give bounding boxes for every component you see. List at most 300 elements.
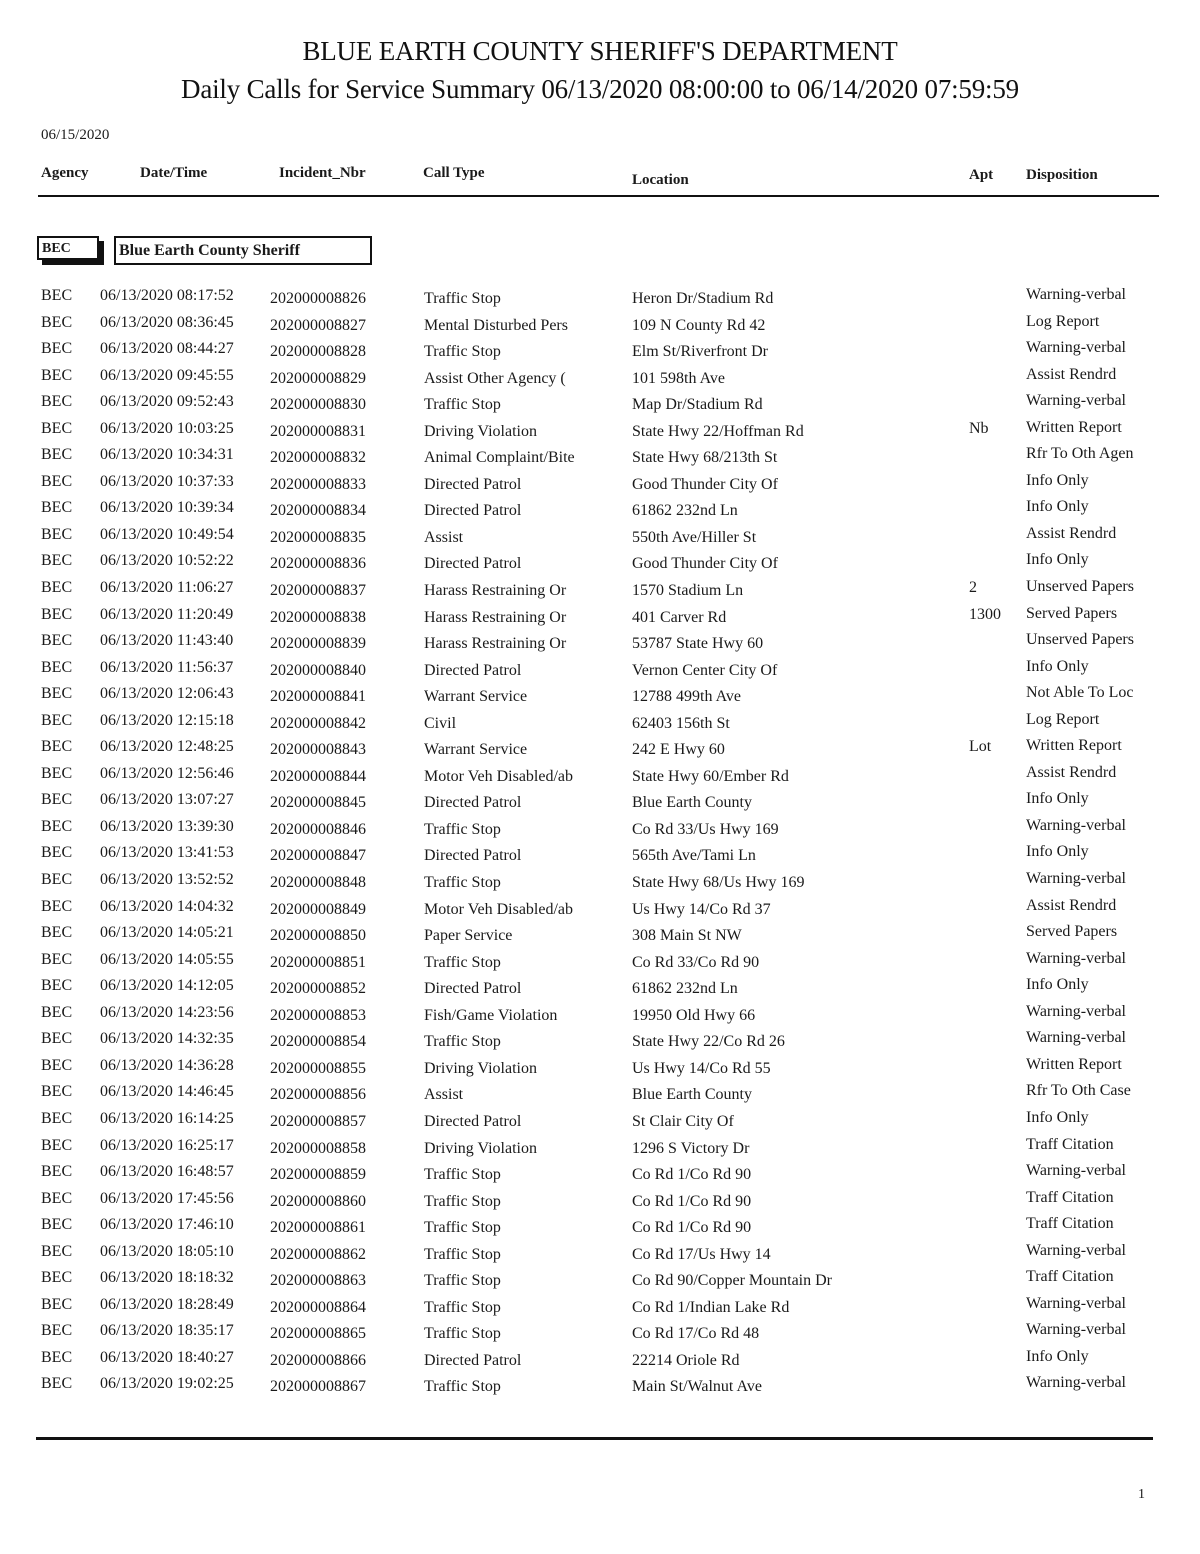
table-row (0, 446, 1200, 473)
cell-location: Good Thunder City Of (632, 555, 778, 573)
cell-disposition: Warning-verbal (1026, 1162, 1126, 1180)
table-row (0, 1269, 1200, 1296)
cell-agency: BEC (41, 924, 73, 942)
cell-call-type: Harass Restraining Or (424, 608, 567, 626)
cell-datetime: 06/13/2020 10:34:31 (100, 446, 234, 464)
cell-location: Main St/Walnut Ave (632, 1378, 762, 1396)
cell-datetime: 06/13/2020 08:36:45 (100, 313, 234, 331)
cell-disposition: Warning-verbal (1026, 392, 1126, 410)
table-row (0, 579, 1200, 606)
cell-incident-number: 202000008839 (270, 635, 366, 653)
cell-location: 62403 156th St (632, 714, 730, 732)
table-row (0, 924, 1200, 951)
cell-disposition: Traff Citation (1026, 1215, 1114, 1233)
cell-disposition: Info Only (1026, 1108, 1089, 1126)
cell-datetime: 06/13/2020 18:05:10 (100, 1242, 234, 1260)
cell-disposition: Traff Citation (1026, 1188, 1114, 1206)
header-divider (38, 195, 1159, 197)
cell-call-type: Traffic Stop (424, 1219, 501, 1237)
cell-agency: BEC (41, 1136, 73, 1154)
cell-apt: Nb (969, 419, 989, 437)
cell-disposition: Rfr To Oth Case (1026, 1082, 1131, 1100)
table-row (0, 1322, 1200, 1349)
cell-call-type: Traffic Stop (424, 1033, 501, 1051)
cell-disposition: Warning-verbal (1026, 1002, 1126, 1020)
cell-datetime: 06/13/2020 14:32:35 (100, 1030, 234, 1048)
cell-location: 1296 S Victory Dr (632, 1139, 750, 1157)
cell-datetime: 06/13/2020 11:56:37 (100, 658, 234, 676)
cell-disposition: Traff Citation (1026, 1135, 1114, 1153)
table-row (0, 977, 1200, 1004)
cell-agency: BEC (41, 764, 73, 782)
cell-call-type: Mental Disturbed Pers (424, 316, 568, 334)
cell-location: 109 N County Rd 42 (632, 316, 766, 334)
cell-disposition: Rfr To Oth Agen (1026, 445, 1134, 463)
table-row (0, 1296, 1200, 1323)
cell-call-type: Traffic Stop (424, 396, 501, 414)
table-row (0, 1216, 1200, 1243)
cell-location: Co Rd 1/Co Rd 90 (632, 1166, 752, 1184)
table-row (0, 712, 1200, 739)
cell-incident-number: 202000008855 (270, 1059, 366, 1077)
cell-apt: Lot (969, 738, 992, 756)
cell-location: State Hwy 68/Us Hwy 169 (632, 874, 805, 892)
cell-datetime: 06/13/2020 11:06:27 (100, 579, 234, 597)
cell-call-type: Driving Violation (424, 1059, 537, 1077)
table-row (0, 791, 1200, 818)
cell-disposition: Served Papers (1026, 923, 1118, 941)
table-row (0, 685, 1200, 712)
cell-incident-number: 202000008863 (270, 1272, 366, 1290)
column-header-call-type: Call Type (423, 165, 485, 181)
cell-call-type: Directed Patrol (424, 847, 522, 865)
cell-disposition: Warning-verbal (1026, 339, 1126, 357)
cell-datetime: 06/13/2020 14:36:28 (100, 1056, 234, 1074)
cell-datetime: 06/13/2020 16:48:57 (100, 1163, 234, 1181)
column-header-agency: Agency (41, 165, 89, 181)
cell-incident-number: 202000008841 (270, 688, 366, 706)
cell-incident-number: 202000008837 (270, 582, 366, 600)
cell-datetime: 06/13/2020 18:40:27 (100, 1348, 234, 1366)
cell-incident-number: 202000008858 (270, 1139, 366, 1157)
cell-agency: BEC (41, 1375, 73, 1393)
cell-disposition: Info Only (1026, 790, 1089, 808)
cell-agency: BEC (41, 871, 73, 889)
cell-call-type: Traffic Stop (424, 343, 501, 361)
cell-location: 308 Main St NW (632, 927, 742, 945)
cell-disposition: Traff Citation (1026, 1268, 1114, 1286)
cell-datetime: 06/13/2020 18:28:49 (100, 1295, 234, 1313)
cell-disposition: Written Report (1026, 1055, 1122, 1073)
table-row (0, 552, 1200, 579)
table-row (0, 1190, 1200, 1217)
cell-agency: BEC (41, 1163, 73, 1181)
cell-incident-number: 202000008857 (270, 1112, 366, 1130)
cell-datetime: 06/13/2020 14:23:56 (100, 1003, 234, 1021)
table-row (0, 420, 1200, 447)
table-row (0, 1243, 1200, 1270)
cell-incident-number: 202000008848 (270, 874, 366, 892)
cell-incident-number: 202000008831 (270, 422, 366, 440)
cell-datetime: 06/13/2020 13:39:30 (100, 817, 234, 835)
cell-call-type: Traffic Stop (424, 1325, 501, 1343)
cell-agency: BEC (41, 632, 73, 650)
cell-disposition: Assist Rendrd (1026, 896, 1117, 914)
cell-incident-number: 202000008829 (270, 369, 366, 387)
column-header-location: Location (632, 172, 689, 188)
cell-incident-number: 202000008862 (270, 1245, 366, 1263)
cell-agency: BEC (41, 393, 73, 411)
cell-location: Good Thunder City Of (632, 475, 778, 493)
cell-agency: BEC (41, 313, 73, 331)
cell-location: Vernon Center City Of (632, 661, 778, 679)
agency-group-code: BEC (37, 236, 99, 260)
cell-disposition: Unserved Papers (1026, 631, 1134, 649)
cell-location: Us Hwy 14/Co Rd 55 (632, 1059, 771, 1077)
cell-incident-number: 202000008827 (270, 316, 366, 334)
cell-disposition: Warning-verbal (1026, 1241, 1126, 1259)
print-date: 06/15/2020 (41, 127, 110, 143)
column-header-datetime: Date/Time (140, 165, 208, 181)
cell-location: Co Rd 17/Co Rd 48 (632, 1325, 760, 1343)
cell-datetime: 06/13/2020 19:02:25 (100, 1375, 234, 1393)
cell-location: State Hwy 68/213th St (632, 449, 778, 467)
cell-incident-number: 202000008860 (270, 1192, 366, 1210)
cell-call-type: Directed Patrol (424, 1351, 522, 1369)
cell-disposition: Warning-verbal (1026, 949, 1126, 967)
cell-datetime: 06/13/2020 13:07:27 (100, 791, 234, 809)
cell-disposition: Info Only (1026, 498, 1089, 516)
cell-datetime: 06/13/2020 13:52:52 (100, 871, 234, 889)
cell-disposition: Warning-verbal (1026, 870, 1126, 888)
cell-incident-number: 202000008830 (270, 396, 366, 414)
cell-call-type: Assist Other Agency ( (424, 369, 566, 387)
cell-call-type: Paper Service (424, 927, 513, 945)
cell-incident-number: 202000008834 (270, 502, 366, 520)
cell-agency: BEC (41, 446, 73, 464)
cell-incident-number: 202000008836 (270, 555, 366, 573)
table-row (0, 951, 1200, 978)
cell-agency: BEC (41, 658, 73, 676)
cell-location: 53787 State Hwy 60 (632, 635, 764, 653)
cell-call-type: Warrant Service (424, 688, 528, 706)
table-row (0, 1110, 1200, 1137)
cell-agency: BEC (41, 1348, 73, 1366)
cell-agency: BEC (41, 472, 73, 490)
cell-call-type: Directed Patrol (424, 980, 522, 998)
column-header-incident: Incident_Nbr (279, 165, 366, 181)
cell-call-type: Assist (424, 528, 464, 546)
cell-incident-number: 202000008865 (270, 1325, 366, 1343)
cell-call-type: Animal Complaint/Bite (424, 449, 575, 467)
cell-datetime: 06/13/2020 12:15:18 (100, 711, 234, 729)
cell-agency: BEC (41, 1030, 73, 1048)
cell-location: 1570 Stadium Ln (632, 582, 744, 600)
cell-agency: BEC (41, 1269, 73, 1287)
table-row (0, 499, 1200, 526)
cell-agency: BEC (41, 1322, 73, 1340)
cell-disposition: Log Report (1026, 710, 1100, 728)
cell-disposition: Unserved Papers (1026, 578, 1134, 596)
cell-incident-number: 202000008852 (270, 980, 366, 998)
cell-incident-number: 202000008856 (270, 1086, 366, 1104)
cell-apt: 1300 (969, 605, 1001, 623)
cell-location: Co Rd 1/Co Rd 90 (632, 1219, 752, 1237)
table-row (0, 526, 1200, 553)
cell-agency: BEC (41, 738, 73, 756)
cell-disposition: Info Only (1026, 551, 1089, 569)
table-row (0, 1057, 1200, 1084)
cell-disposition: Warning-verbal (1026, 286, 1126, 303)
cell-call-type: Traffic Stop (424, 820, 501, 838)
cell-location: State Hwy 60/Ember Rd (632, 767, 789, 785)
cell-call-type: Traffic Stop (424, 953, 501, 971)
cell-location: Co Rd 1/Co Rd 90 (632, 1192, 752, 1210)
cell-call-type: Traffic Stop (424, 1192, 501, 1210)
table-row (0, 606, 1200, 633)
cell-disposition: Warning-verbal (1026, 1029, 1126, 1047)
cell-disposition: Not Able To Loc (1026, 684, 1134, 702)
cell-datetime: 06/13/2020 18:18:32 (100, 1269, 234, 1287)
cell-call-type: Directed Patrol (424, 1112, 522, 1130)
cell-disposition: Written Report (1026, 737, 1122, 755)
cell-call-type: Traffic Stop (424, 1298, 501, 1316)
table-row (0, 1163, 1200, 1190)
cell-incident-number: 202000008864 (270, 1298, 366, 1316)
table-row (0, 1004, 1200, 1031)
cell-location: Co Rd 33/Us Hwy 169 (632, 820, 779, 838)
cell-agency: BEC (41, 791, 73, 809)
cell-agency: BEC (41, 552, 73, 570)
cell-agency: BEC (41, 817, 73, 835)
cell-agency: BEC (41, 366, 73, 384)
cell-call-type: Directed Patrol (424, 794, 522, 812)
table-row (0, 738, 1200, 765)
cell-location: Co Rd 17/Us Hwy 14 (632, 1245, 771, 1263)
cell-agency: BEC (41, 711, 73, 729)
cell-agency: BEC (41, 1003, 73, 1021)
cell-agency: BEC (41, 525, 73, 543)
cell-call-type: Motor Veh Disabled/ab (424, 900, 574, 918)
cell-disposition: Warning-verbal (1026, 816, 1126, 834)
table-row (0, 340, 1200, 367)
table-row (0, 1030, 1200, 1057)
table-row (0, 844, 1200, 871)
cell-location: Map Dr/Stadium Rd (632, 396, 763, 414)
cell-datetime: 06/13/2020 10:03:25 (100, 419, 234, 437)
cell-location: Co Rd 90/Copper Mountain Dr (632, 1272, 832, 1290)
cell-incident-number: 202000008828 (270, 343, 366, 361)
cell-location: Co Rd 33/Co Rd 90 (632, 953, 760, 971)
cell-location: Blue Earth County (632, 1086, 752, 1104)
cell-incident-number: 202000008846 (270, 820, 366, 838)
cell-agency: BEC (41, 1295, 73, 1313)
cell-agency: BEC (41, 1242, 73, 1260)
report-title: BLUE EARTH COUNTY SHERIFF'S DEPARTMENT (302, 36, 898, 66)
cell-call-type: Harass Restraining Or (424, 635, 567, 653)
cell-call-type: Assist (424, 1086, 464, 1104)
cell-disposition: Assist Rendrd (1026, 524, 1117, 542)
cell-incident-number: 202000008861 (270, 1219, 366, 1237)
cell-location: 242 E Hwy 60 (632, 741, 725, 759)
cell-call-type: Traffic Stop (424, 1378, 501, 1396)
cell-call-type: Traffic Stop (424, 874, 501, 892)
cell-datetime: 06/13/2020 10:52:22 (100, 552, 234, 570)
cell-incident-number: 202000008853 (270, 1006, 366, 1024)
cell-incident-number: 202000008844 (270, 767, 366, 785)
cell-call-type: Directed Patrol (424, 555, 522, 573)
cell-location: 19950 Old Hwy 66 (632, 1006, 756, 1024)
cell-incident-number: 202000008833 (270, 475, 366, 493)
cell-call-type: Motor Veh Disabled/ab (424, 767, 574, 785)
cell-datetime: 06/13/2020 11:43:40 (100, 632, 234, 650)
cell-incident-number: 202000008845 (270, 794, 366, 812)
table-row (0, 898, 1200, 925)
cell-datetime: 06/13/2020 16:25:17 (100, 1136, 234, 1154)
cell-call-type: Driving Violation (424, 1139, 537, 1157)
cell-agency: BEC (41, 287, 73, 304)
table-row (0, 659, 1200, 686)
report-subtitle: Daily Calls for Service Summary 06/13/2020 08:00:00 to 06/14/2020 07:59:59 (181, 74, 1019, 104)
cell-location: 61862 232nd Ln (632, 502, 738, 520)
cell-disposition: Served Papers (1026, 604, 1118, 622)
table-row (0, 1083, 1200, 1110)
cell-location: Us Hwy 14/Co Rd 37 (632, 900, 771, 918)
cell-disposition: Warning-verbal (1026, 1374, 1126, 1392)
cell-incident-number: 202000008859 (270, 1166, 366, 1184)
cell-agency: BEC (41, 340, 73, 358)
table-row (0, 1375, 1200, 1402)
cell-agency: BEC (41, 1109, 73, 1127)
cell-datetime: 06/13/2020 14:12:05 (100, 977, 234, 995)
table-row (0, 393, 1200, 420)
cell-datetime: 06/13/2020 16:14:25 (100, 1109, 234, 1127)
cell-location: St Clair City Of (632, 1112, 734, 1130)
table-row (0, 473, 1200, 500)
cell-incident-number: 202000008867 (270, 1378, 366, 1396)
cell-datetime: 06/13/2020 14:04:32 (100, 897, 234, 915)
cell-datetime: 06/13/2020 10:37:33 (100, 472, 234, 490)
cell-datetime: 06/13/2020 17:45:56 (100, 1189, 234, 1207)
cell-incident-number: 202000008838 (270, 608, 366, 626)
cell-location: Co Rd 1/Indian Lake Rd (632, 1298, 790, 1316)
cell-datetime: 06/13/2020 13:41:53 (100, 844, 234, 862)
cell-disposition: Warning-verbal (1026, 1294, 1126, 1312)
cell-disposition: Assist Rendrd (1026, 763, 1117, 781)
cell-disposition: Info Only (1026, 843, 1089, 861)
cell-location: 22214 Oriole Rd (632, 1351, 740, 1369)
table-row (0, 765, 1200, 792)
cell-call-type: Fish/Game Violation (424, 1006, 558, 1024)
column-header-disposition: Disposition (1026, 167, 1098, 183)
cell-location: Elm St/Riverfront Dr (632, 343, 768, 361)
cell-incident-number: 202000008854 (270, 1033, 366, 1051)
cell-datetime: 06/13/2020 09:52:43 (100, 393, 234, 411)
column-header-apt: Apt (969, 167, 994, 183)
cell-datetime: 06/13/2020 12:06:43 (100, 685, 234, 703)
cell-agency: BEC (41, 605, 73, 623)
cell-agency: BEC (41, 844, 73, 862)
cell-datetime: 06/13/2020 09:45:55 (100, 366, 234, 384)
cell-incident-number: 202000008842 (270, 714, 366, 732)
table-row (0, 632, 1200, 659)
cell-call-type: Driving Violation (424, 422, 537, 440)
table-row (0, 1349, 1200, 1376)
cell-datetime: 06/13/2020 12:56:46 (100, 764, 234, 782)
cell-datetime: 06/13/2020 08:17:52 (100, 287, 234, 304)
cell-disposition: Written Report (1026, 418, 1122, 436)
cell-datetime: 06/13/2020 14:05:21 (100, 924, 234, 942)
cell-datetime: 06/13/2020 08:44:27 (100, 340, 234, 358)
cell-location: 401 Carver Rd (632, 608, 727, 626)
cell-location: 61862 232nd Ln (632, 980, 738, 998)
cell-datetime: 06/13/2020 11:20:49 (100, 605, 234, 623)
cell-agency: BEC (41, 1056, 73, 1074)
cell-location: 101 598th Ave (632, 369, 726, 387)
table-row (0, 367, 1200, 394)
cell-incident-number: 202000008849 (270, 900, 366, 918)
cell-location: 565th Ave/Tami Ln (632, 847, 756, 865)
cell-call-type: Traffic Stop (424, 1272, 501, 1290)
cell-incident-number: 202000008826 (270, 290, 366, 307)
cell-datetime: 06/13/2020 10:39:34 (100, 499, 234, 517)
cell-datetime: 06/13/2020 14:46:45 (100, 1083, 234, 1101)
cell-apt: 2 (969, 579, 977, 597)
cell-datetime: 06/13/2020 18:35:17 (100, 1322, 234, 1340)
cell-agency: BEC (41, 1189, 73, 1207)
cell-location: Heron Dr/Stadium Rd (632, 290, 774, 307)
table-row (0, 314, 1200, 341)
cell-location: State Hwy 22/Hoffman Rd (632, 422, 804, 440)
cell-call-type: Directed Patrol (424, 475, 522, 493)
cell-agency: BEC (41, 1216, 73, 1234)
agency-group-name: Blue Earth County Sheriff (114, 236, 372, 265)
cell-incident-number: 202000008840 (270, 661, 366, 679)
cell-incident-number: 202000008850 (270, 927, 366, 945)
cell-datetime: 06/13/2020 10:49:54 (100, 525, 234, 543)
cell-location: 550th Ave/Hiller St (632, 528, 757, 546)
cell-agency: BEC (41, 685, 73, 703)
table-row (0, 871, 1200, 898)
cell-incident-number: 202000008835 (270, 528, 366, 546)
cell-disposition: Info Only (1026, 1347, 1089, 1365)
cell-location: Blue Earth County (632, 794, 752, 812)
cell-agency: BEC (41, 950, 73, 968)
cell-agency: BEC (41, 579, 73, 597)
cell-location: 12788 499th Ave (632, 688, 742, 706)
cell-agency: BEC (41, 1083, 73, 1101)
table-row (0, 1137, 1200, 1164)
cell-agency: BEC (41, 977, 73, 995)
table-row (0, 818, 1200, 845)
cell-agency: BEC (41, 897, 73, 915)
page-number: 1 (1138, 1487, 1145, 1502)
cell-incident-number: 202000008832 (270, 449, 366, 467)
table-row (0, 287, 1200, 314)
cell-datetime: 06/13/2020 12:48:25 (100, 738, 234, 756)
cell-disposition: Log Report (1026, 312, 1100, 330)
cell-location: State Hwy 22/Co Rd 26 (632, 1033, 785, 1051)
cell-call-type: Warrant Service (424, 741, 528, 759)
cell-call-type: Directed Patrol (424, 502, 522, 520)
cell-call-type: Harass Restraining Or (424, 582, 567, 600)
cell-agency: BEC (41, 419, 73, 437)
cell-datetime: 06/13/2020 17:46:10 (100, 1216, 234, 1234)
cell-disposition: Assist Rendrd (1026, 365, 1117, 383)
cell-agency: BEC (41, 499, 73, 517)
cell-disposition: Info Only (1026, 657, 1089, 675)
cell-call-type: Traffic Stop (424, 1166, 501, 1184)
